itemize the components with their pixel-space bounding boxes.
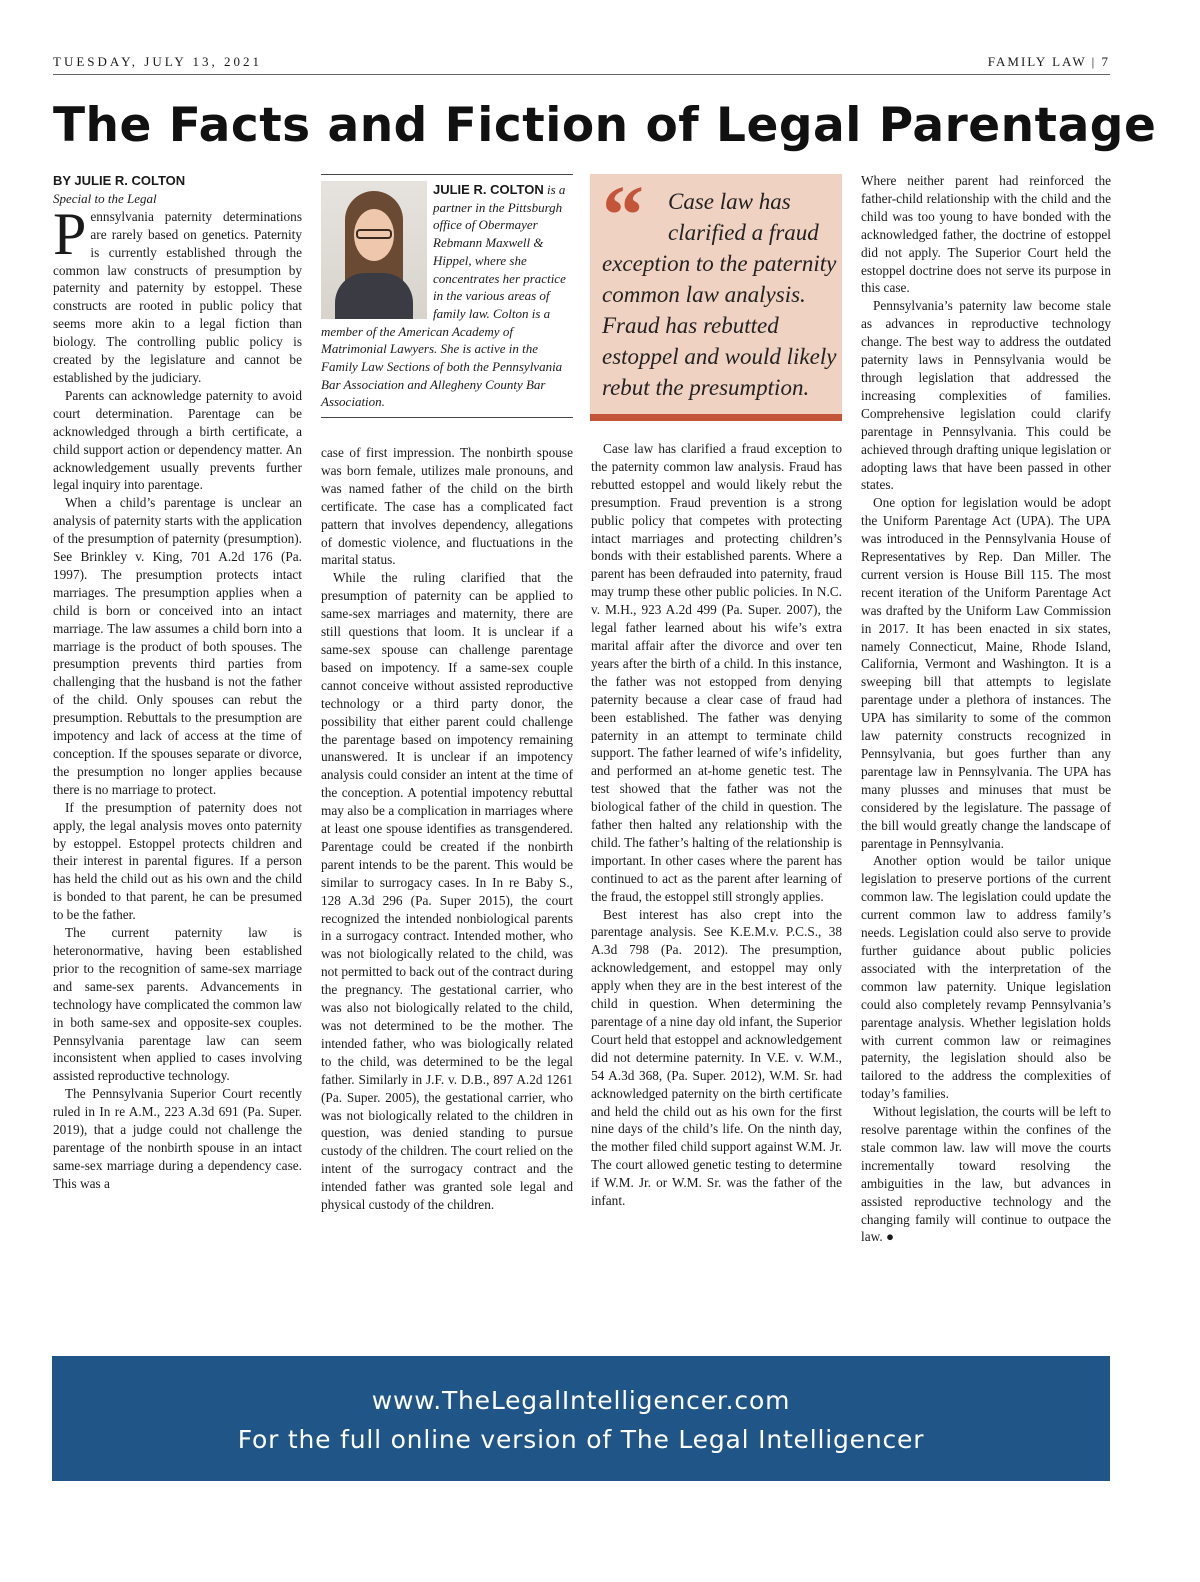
column-1: [53, 172, 302, 1193]
drop-cap: P: [53, 200, 87, 267]
paragraph: Best interest has also crept into the parentage analysis. See K.E.M.v. P.C.S., 38 A.3d 798 (Pa. 2012). The presumption, acknowledgement, and estoppel may only apply when they are in the best interest of the child in question. When determining the parentage of a nine day old infant, the Superior Court held that estoppel and acknowledgement did not determine paternity. In V.E. v. W.M., 54 A.3d 368, (Pa. Super. 2012), W.M. Sr. had acknowledged paternity on the birth certificate and held the child out as his own for the first nine days of the child’s life. On the ninth day, the mother filed child support against W.M. Jr. The court allowed genetic testing to determine if W.M. Jr. or W.M. Sr. was the father of the infant.: [591, 906, 842, 1209]
paragraph: One option for legislation would be adopt the Uniform Parentage Act (UPA). The UPA was introduced in the Pennsylvania House of Representatives by Rep. Dan Miller. The current version is House Bill 115. The most recent iteration of the Uniform Parentage Act was drafted by the Uniform Law Commission in 2017. It has been enacted in six states, namely Connecticut, Maine, Rhode Island, California, Vermont and Washington. It is a sweeping bill that attempts to legislate parentage under a plethora of instances. The UPA has similarity to some of the common law paternity constructs recognized in Pennsylvania, but goes further than any parentage law in Pennsylvania. The UPA has many plusses and minuses that must be considered by the legislature. The passage of the bill would greatly change the landscape of parentage in Pennsylvania.: [861, 495, 1111, 851]
section-label: FAMILY LAW | 7: [987, 54, 1110, 69]
column-3: [591, 440, 842, 1210]
column-4: [861, 172, 1111, 1246]
issue-date: TUESDAY, JULY 13, 2021: [53, 54, 263, 69]
banner-url-link[interactable]: www.TheLegalIntelligencer.com: [371, 1386, 791, 1415]
paragraph: The current paternity law is heteronormative, having been established prior to the recognition of same-sex marriage and same-sex parents. Advancements in technology have complicated the common law in both same-sex and opposite-sex couples. Pennsylvania parentage law can seem inconsistent when applied to cases involving assisted reproductive technology.: [53, 925, 302, 1084]
pull-quote-text: Case law has clarified a fraud exception to the paternity common law analysis. Fraud has rebutted estoppel and would likely rebut the presumption.: [602, 189, 837, 400]
banner-tagline: For the full online version of The Legal Intelligencer: [237, 1425, 925, 1454]
page-header: [53, 52, 1110, 75]
author-bio: [321, 174, 573, 418]
pull-quote: [590, 169, 842, 421]
paragraph: Pennsylvania paternity determinations are rarely based on genetics. Paternity is currently established through the common law constructs of presumption by paternity and paternity by estoppel. These constructs are rooted in public policy that seems more akin to a legal fiction than biology. The controlling public policy is created by the legislature and cannot be established by the judiciary.: [53, 200, 302, 385]
paragraph: Case law has clarified a fraud exception to the paternity common law analysis. Fraud has rebutted estoppel and would likely rebut the presumption. Fraud prevention is a strong public policy that competes with protecting intact marriages and protecting children’s bonds with their established parents. Where a parent has been defrauded into paternity, fraud may trump these other public policies. In N.C. v. M.H., 923 A.2d 499 (Pa. Super. 2007), the legal father learned about his wife’s extra marital affair after the divorce and over ten years after the birth of a child. In this instance, the father was not estopped from denying paternity because a clear case of fraud had been established. The father was denying paternity in an attempt to terminate child support. The father learned of wife’s infidelity, and performed an at-home genetic test. The test showed that the father was not the biological father of the child in question. The father then halted any relationship with the child. The father’s halting of the relationship is important. In other cases where the parent has continued to act as the parent after learning of the fraud, the estoppel still strongly applies.: [591, 441, 842, 904]
paragraph: Pennsylvania’s paternity law become stale as advances in reproductive technology change. The best way to address the outdated paternity laws in Pennsylvania would be through legislation that addressed the increasing complexities of families. Comprehensive legislation could clarify parentage in Pennsylvania. This could be achieved through drafting unique legislation or adopting laws that have been passed in other states.: [861, 298, 1111, 493]
promo-banner[interactable]: [52, 1356, 1110, 1481]
column-2: [321, 444, 573, 1214]
headline: The Facts and Fiction of Legal Parentage: [53, 98, 1157, 153]
quote-mark-icon: “: [602, 169, 644, 262]
paragraph: Parents can acknowledge paternity to avoid court determination. Parentage can be acknowledged through a birth certificate, a child support action or dependency matter. An acknowledgement usually prevents further legal inquiry into parentage.: [53, 387, 302, 493]
author-photo: [321, 181, 427, 319]
bio-text: is a partner in the Pittsburgh office of Obermayer Rebmann Maxwell & Hippel, where she concentrates her practice in the various areas of family law. Colton is a member of the American Academy of Matrimonial Lawyers. She is active in the Family Law Sections of both the Pennsylvania Bar Association and Allegheny County Bar Association.: [321, 182, 566, 410]
paragraph: The Pennsylvania Superior Court recently ruled in In re A.M., 223 A.3d 691 (Pa. Super. 2019), that a judge could not challenge the parentage of the nonbirth spouse in an intact same-sex marriage during a dependency case. This was a: [53, 1086, 302, 1191]
paragraph: If the presumption of paternity does not apply, the legal analysis moves onto paternity by estoppel. Estoppel protects children and their interest in parental figures. If a person has held the child out as his own and the child is bonded to that parent, he can be presumed to be the father.: [53, 799, 302, 923]
bio-name: JULIE R. COLTON: [433, 182, 544, 197]
paragraph: case of first impression. The nonbirth spouse was born female, utilizes male pronouns, and was named father of the child on the birth certificate. The case has a complicated fact pattern that involves dependency, allegations of domestic violence, and fluctuations in the marital status.: [321, 445, 573, 568]
paragraph: Without legislation, the courts will be left to resolve parentage within the confines of the stale common law. law will move the courts incrementally toward resolving the ambiguities in the law, but advances in assisted reproductive technology and the changing family will continue to outpace the law. ●: [861, 1104, 1111, 1245]
paragraph: When a child’s parentage is unclear an analysis of paternity starts with the application of the presumption of paternity (presumption). See Brinkley v. King, 701 A.2d 176 (Pa. 1997). The presumption protects intact marriages. The presumption applies when a child is born or conceived into an intact marriage. The law assumes a child born into a marriage is the product of both spouses. The presumption prevents third parties from challenging that the husband is not the father of the child. Only spouses can rebut the presumption. Rebuttals to the presumption are impotency and lack of access at the time of conception. If the spouses separate or divorce, the presumption no longer applies because there is no marriage to protect.: [53, 495, 302, 797]
paragraph: While the ruling clarified that the presumption of paternity can be applied to same-sex marriages and maternity, there are still questions that loom. It is unclear if a same-sex spouse can challenge parentage based on impotency. If a same-sex couple cannot conceive without assisted reproductive technology or a third party donor, the possibility that either parent could challenge the parentage based on impotency remaining unanswered. It is unclear if an impotency analysis could consider an intent at the time of the conception. A potential impotency rebuttal may also be a complication in marriages where at least one spouse identifies as transgendered. Parentage could be created if the nonbirth parent intends to be the parent. This would be similar to surrogacy cases. In In re Baby S., 128 A.3d 296 (Pa. Super 2015), the court recognized the intended nonbiological parents in a surrogacy contract. Intended mother, who was not biologically related to the child, was not permitted to back out of the contract during the pregnancy. The gestational carrier, who was also not biologically related to the child, was not determined to be the mother. The intended father, who was biologically related to the child, was determined to be the legal father. Similarly in J.F. v. D.B., 897 A.2d 1261 (Pa. Super. 2005), the gestational carrier, who was not biologically related to the children in question, was denied standing to pursue custody of the children. The court relied on the intent of the surrogacy contract and the intended father was granted sole legal and physical custody of the children.: [321, 570, 573, 1213]
byline-sub: Special to the Legal: [53, 190, 157, 206]
paragraph: Another option would be tailor unique legislation to preserve portions of the current common law. The legislation could update the current common law to address family’s needs. Legislation could also serve to provide further guidance about public policies associated with the interpretation of the common law paternity. Unique legislation could also completely revamp Pennsylvania’s parentage analysis. Whether legislation holds with current common law or reimagines paternity, the legislation should also be tailored to the address the complexities of today’s families.: [861, 853, 1111, 1102]
paragraph: Where neither parent had reinforced the father-child relationship with the child and the child was too young to have bonded with the acknowledged father, the doctrine of estoppel did not apply. The Superior Court held the estoppel doctrine does not serve its purpose in this case.: [861, 173, 1111, 296]
byline: BY JULIE R. COLTON: [53, 173, 186, 188]
